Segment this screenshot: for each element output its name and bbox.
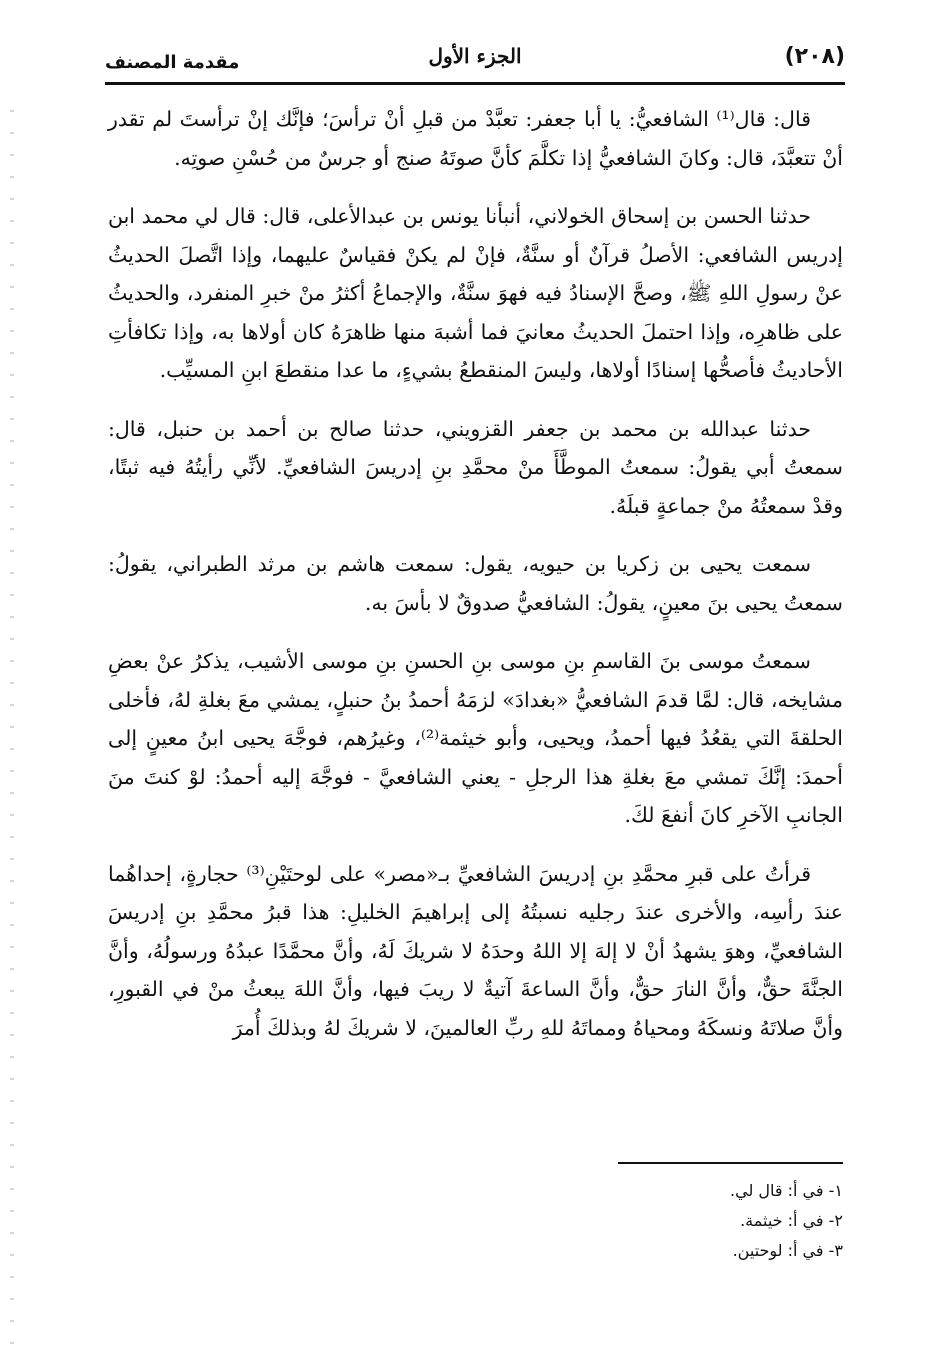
paragraph: حدثنا عبدالله بن محمد بن جعفر القزويني، حدثنا صالح بن أحمد بن حنبل، قال: سمعتُ أبي يقولُ: سمعتُ الموطَّأَ منْ محمَّدِ بنِ إدريسَ الشافعيِّ. لأنِّي رأيتُهُ فيه ثبتًا، وقدْ سمعتُهُ منْ جماعةٍ قبلَهُ. xyxy=(108,416,843,518)
header-divider xyxy=(105,82,845,85)
paragraph: سمعتُ موسى بنَ القاسمِ بنِ موسى بنِ الحسنِ بنِ موسى الأشيب، يذكرُ عنْ بعضِ مشايخه، قال: لمَّا قدمَ الشافعيُّ «بغدادَ» لزمَهُ أحمدُ بنُ حنبلٍ، يمشي معَ بغلةِ لهُ، فأخلى الحلقةَ التي يقعُدُ فيها أحمدُ، ويحيى، وأبو خيثمة⁽²⁾، وغيرُهم، فوجَّهَ يحيى ابنُ معينٍ إلى أحمدَ: إنَّكَ تمشي معَ بغلةِ هذا الرجلِ - يعني الشافعيَّ - فوجَّهَ إليه أحمدُ: لوْ كنتَ منَ الجانبِ الآخرِ كانَ أنفعَ لكَ. xyxy=(108,649,843,827)
main-text xyxy=(108,100,843,1067)
footnote-item: ٣- في أ: لوحتين. xyxy=(732,1241,843,1260)
section-title: مقدمة المصنف xyxy=(105,52,240,73)
footnote-divider xyxy=(618,1162,843,1164)
paragraph: حدثنا الحسن بن إسحاق الخولاني، أنبأنا يونس بن عبدالأعلى، قال: قال لي محمد ابن إدريس الشافعي: الأصلُ قرآنٌ أو سنَّةٌ، فإنْ لم يكنْ فقياسٌ عليهما، وإذا اتَّصلَ الحديثُ عنْ رسولِ اللهِ ﷺ، وصحَّ الإسنادُ فيه فهوَ سنَّةٌ، والإجماعُ أكثرُ منْ خبرِ المنفرد، والحديثُ على ظاهرِه، وإذا احتملَ الحديثُ معانيَ فما أشبهَ منها ظاهرَهُ كان أولاها به، وإذا تكافأتِ الأحاديثُ فأصحُّها إسنادًا أولاها، وليسَ المنقطعُ بشيءٍ، ما عدا منقطعَ ابنِ المسيِّب. xyxy=(108,204,843,382)
footnote-item: ٢- في أ: خيثمة. xyxy=(740,1211,843,1230)
paragraph: قال: قال⁽¹⁾ الشافعيُّ: يا أبا جعفر: تعبَّدْ من قبلِ أنْ ترأسَ؛ فإنَّك إنْ ترأستَ لم تقدر أنْ تتعبَّدَ، قال: وكانَ الشافعيُّ إذا تكلَّمَ كأنَّ صوتَهُ صنج أو جرسٌ من حُسْنِ صوتِه. xyxy=(108,107,843,170)
page-header xyxy=(105,38,845,78)
scan-margin-marks xyxy=(10,110,14,1350)
page-number: (٢٠٨) xyxy=(784,44,845,69)
footnotes xyxy=(443,1176,843,1266)
paragraph: سمعت يحيى بن زكريا بن حيويه، يقول: سمعت هاشم بن مرثد الطبراني، يقولُ: سمعتُ يحيى بنَ معينٍ، يقولُ: الشافعيُّ صدوقٌ لا بأسَ به. xyxy=(108,552,843,615)
volume-title: الجزء الأول xyxy=(428,44,522,68)
footnote-item: ١- في أ: قال لي. xyxy=(730,1181,843,1200)
paragraph: قرأتُ على قبرِ محمَّدِ بنِ إدريسَ الشافعيِّ بـ«مصر» على لوحتَيْنِ⁽³⁾ حجارةٍ، إحداهُما عندَ رأسِه، والأخرى عندَ رجليه نسبتُهُ إلى إبراهيمَ الخليلِ: هذا قبرُ محمَّدِ بنِ إدريسَ الشافعيِّ، وهوَ يشهدُ أنْ لا إلهَ إلا اللهُ وحدَهُ لا شريكَ لَهُ، وأنَّ محمَّدًا عبدُهُ ورسولُهُ، وأنَّ الجنَّةَ حقٌّ، وأنَّ النارَ حقٌّ، وأنَّ الساعةَ آتيةٌ لا ريبَ فيها، وأنَّ اللهَ يبعثُ منْ في القبورِ، وأنَّ صلاتَهُ ونسكَهُ ومحياهُ ومماتَهُ للهِ ربِّ العالمينَ، لا شريكَ لهُ وبذلكَ أُمرَ xyxy=(108,861,843,1040)
